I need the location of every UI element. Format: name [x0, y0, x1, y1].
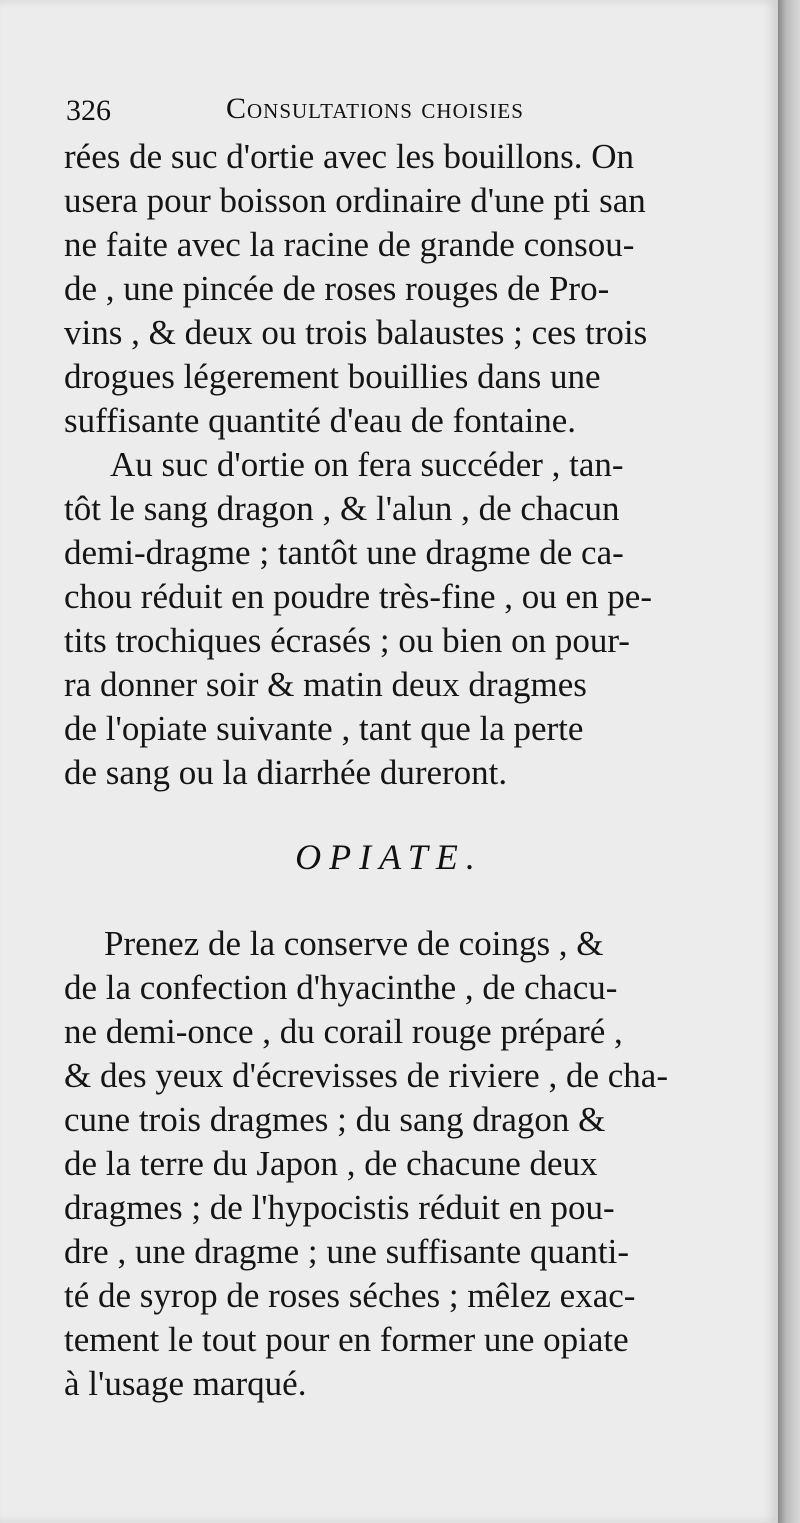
text-line: demi-dragme ; tantôt une dragme de ca- — [64, 533, 624, 572]
text-line: à l'usage marqué. — [64, 1364, 307, 1403]
page-number: 326 — [66, 94, 111, 127]
text-line: tits trochiques écrasés ; ou bien on pour- — [64, 621, 630, 660]
text-line: tôt le sang dragon , & l'alun , de chacun — [64, 489, 620, 528]
text-line: vins , & deux ou trois balaustes ; ces trois — [64, 313, 648, 352]
page-edge — [778, 0, 800, 1523]
running-title: Consultations choisies — [226, 92, 524, 125]
section-title: OPIATE. — [295, 837, 483, 877]
text-line: tement le tout pour en former une opiate — [64, 1320, 629, 1359]
text-line: ne demi-once , du corail rouge préparé , — [64, 1012, 623, 1051]
text-line: de l'opiate suivante , tant que la perte — [64, 709, 584, 748]
text-line: ra donner soir & matin deux dragmes — [64, 665, 587, 704]
text-line: & des yeux d'écrevisses de riviere , de cha- — [64, 1056, 668, 1095]
text-line: de , une pincée de roses rouges de Pro- — [64, 269, 610, 308]
text-line: chou réduit en poudre très-fine , ou en pe- — [64, 577, 652, 616]
text-line: de la terre du Japon , de chacune deux — [64, 1144, 598, 1183]
text-line: Au suc d'ortie on fera succéder , tan- — [110, 445, 624, 484]
text-line: Prenez de la conserve de coings , & — [104, 924, 604, 963]
text-line: ne faite avec la racine de grande consou- — [64, 225, 635, 264]
text-line: usera pour boisson ordinaire d'une pti san — [64, 181, 646, 220]
text-line: de la confection d'hyacinthe , de chacu- — [64, 968, 618, 1007]
text-line: suffisante quantité d'eau de fontaine. — [64, 401, 577, 440]
text-line: té de syrop de roses séches ; mêlez exac- — [64, 1276, 636, 1315]
text-line: de sang ou la diarrhée dureront. — [64, 753, 508, 792]
text-line: dre , une dragme ; une suffisante quanti- — [64, 1232, 630, 1271]
page-header — [66, 92, 746, 136]
text-line: rées de suc d'ortie avec les bouillons. On — [64, 137, 635, 176]
text-line: dragmes ; de l'hypocistis réduit en pou- — [64, 1188, 615, 1227]
text-line: cune trois dragmes ; du sang dragon & — [64, 1100, 606, 1139]
text-line: drogues légerement bouillies dans une — [64, 357, 601, 396]
